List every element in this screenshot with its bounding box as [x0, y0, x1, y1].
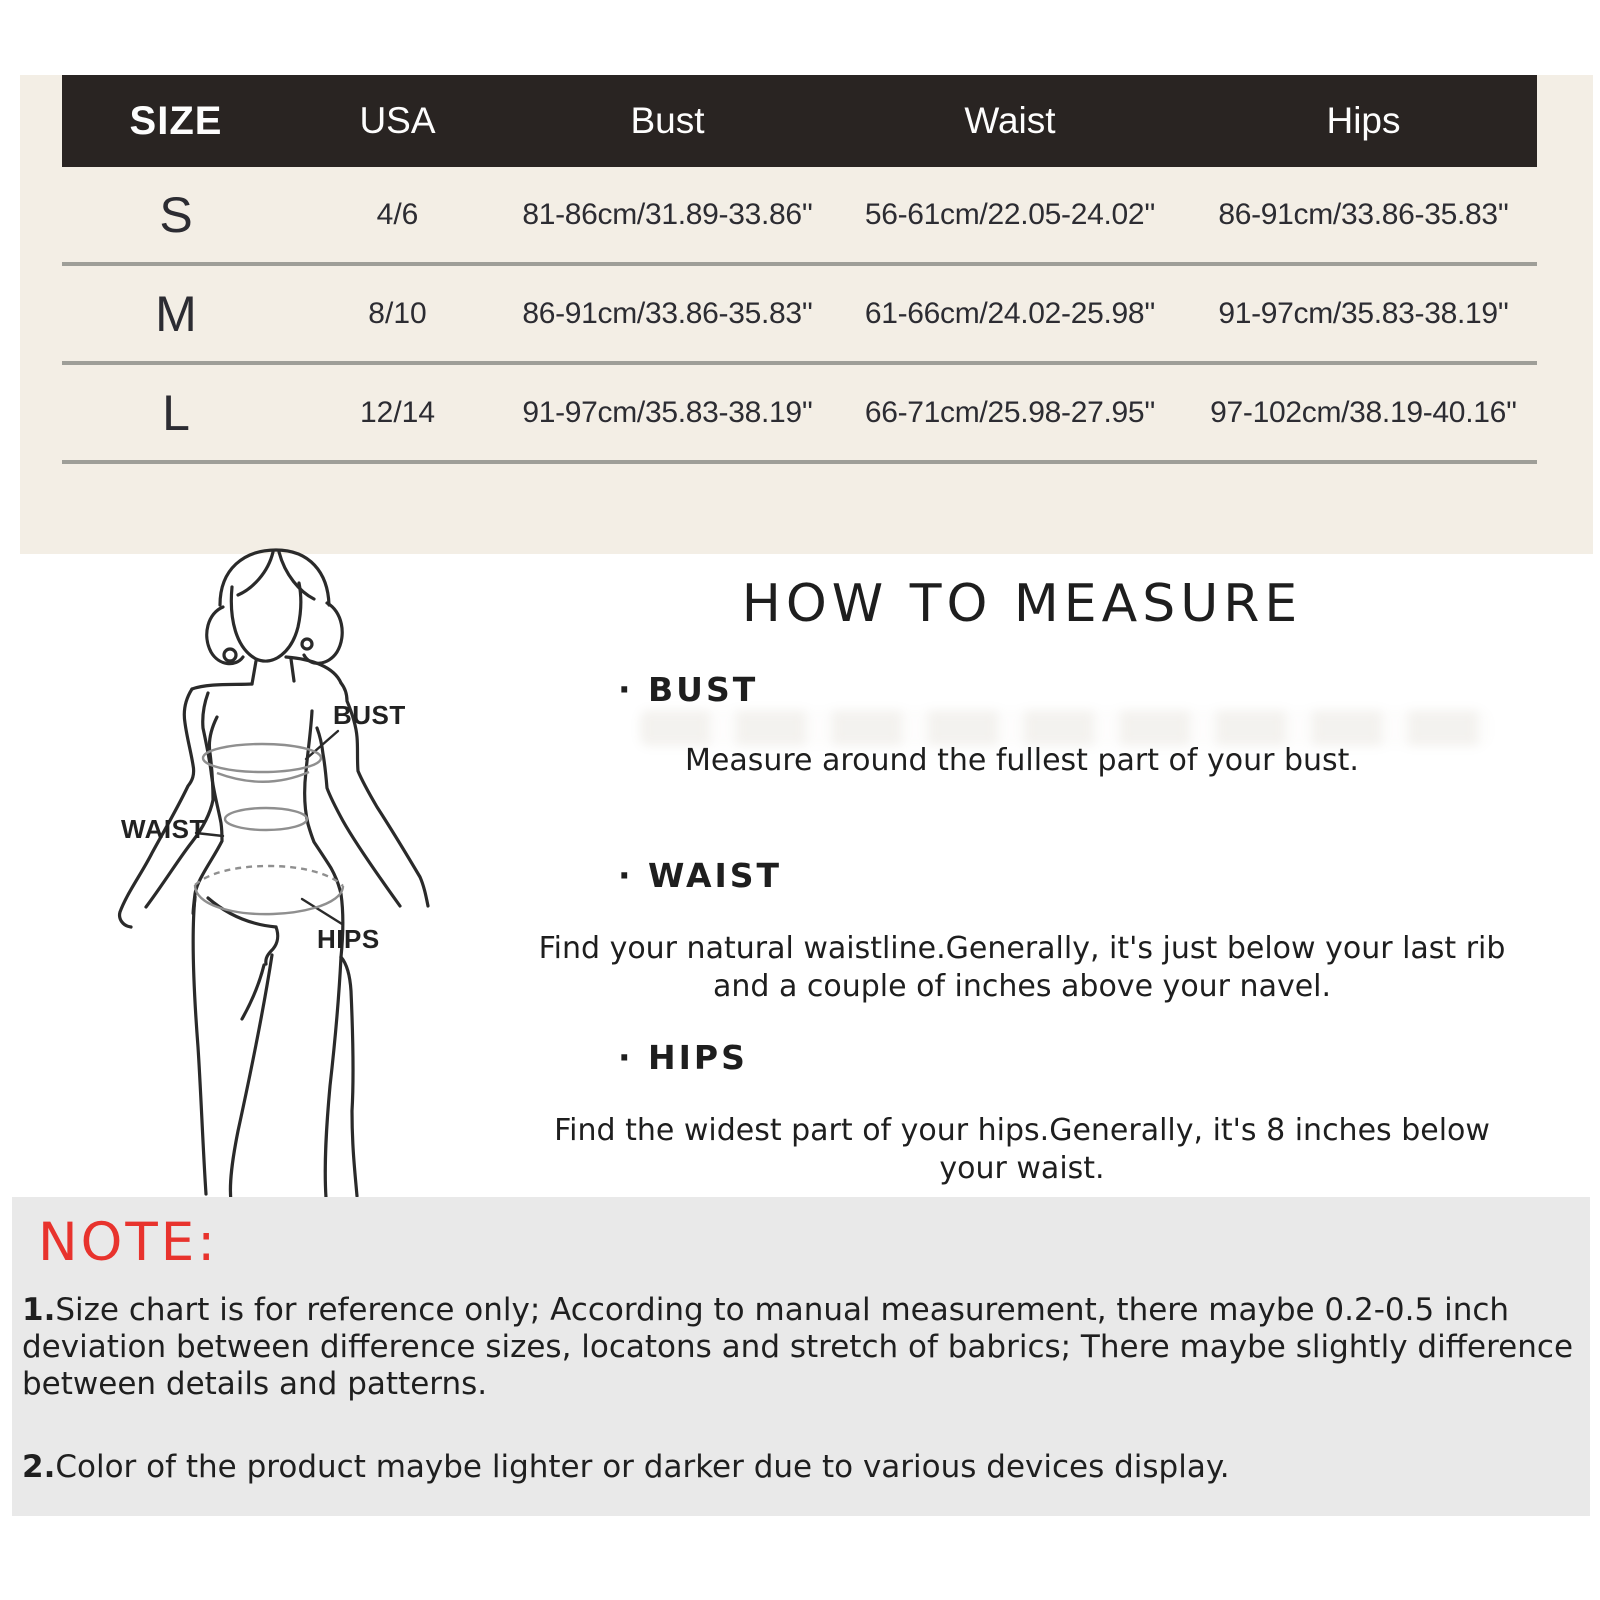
table-row [62, 167, 1537, 266]
cell-hips: 91-97cm/35.83-38.19'' [1218, 296, 1509, 330]
measure-bust-line: Measure around the fullest part of your bust. [685, 743, 1359, 778]
measure-hips-heading: · HIPS [618, 1038, 748, 1077]
figure-bust-label: BUST [333, 700, 406, 730]
cell-waist: 56-61cm/22.05-24.02'' [864, 197, 1156, 231]
cell-usa: 12/14 [359, 395, 436, 429]
how-to-measure-title: HOW TO MEASURE [741, 574, 1303, 634]
cell-waist: 66-71cm/25.98-27.95'' [864, 395, 1156, 429]
header-usa: USA [359, 100, 436, 141]
leg-inner-right [325, 957, 341, 1198]
note-line: between details and patterns. [22, 1366, 488, 1402]
note-line [22, 1449, 1578, 1486]
measure-waist-heading: · WAIST [618, 856, 783, 895]
note-item-1 [22, 1292, 1578, 1403]
header-size: SIZE [129, 98, 223, 143]
cell-bust: 91-97cm/35.83-38.19'' [522, 395, 813, 429]
cell-hips: 86-91cm/33.86-35.83'' [1218, 197, 1509, 231]
note-line: deviation between difference sizes, locatons and stretch of babrics; There maybe slightly difference [22, 1329, 1574, 1365]
figure-waist-label: WAIST [121, 814, 206, 844]
underbust-arc [217, 772, 309, 782]
waist-measure-ellipse [225, 808, 307, 830]
body-figure-illustration [80, 545, 480, 1205]
note-item-2 [22, 1449, 1578, 1486]
torso-left [193, 693, 222, 914]
note-number: 1. [22, 1292, 56, 1328]
table-row [62, 365, 1537, 464]
hips-measure-top-arc [195, 866, 343, 886]
header-bust: Bust [630, 100, 705, 141]
table-row [62, 266, 1537, 365]
cell-usa: 4/6 [376, 197, 419, 231]
note-title: NOTE: [38, 1212, 219, 1273]
size-table [62, 75, 1537, 464]
bust-measure-ellipse [203, 744, 321, 772]
leg-inner-left [242, 965, 264, 1019]
watermark-artifact [640, 710, 1490, 746]
measure-waist-line: Find your natural waistline.Generally, it's just below your last rib [538, 931, 1506, 966]
cell-bust: 86-91cm/33.86-35.83'' [522, 296, 813, 330]
figure-hips-label: HIPS [317, 924, 380, 954]
cell-size: S [159, 186, 193, 243]
cell-size: M [155, 285, 197, 342]
measure-hips-text [522, 1112, 1522, 1188]
note-text: Color of the product maybe lighter or darker due to various devices display. [55, 1449, 1230, 1485]
cell-hips: 97-102cm/38.19-40.16'' [1210, 395, 1517, 429]
hair-bun-right [304, 603, 342, 663]
note-number: 2. [22, 1449, 56, 1485]
measure-bust-heading: · BUST [618, 670, 759, 709]
cell-size: L [162, 384, 190, 441]
earring-left [224, 649, 236, 661]
cell-waist: 61-66cm/24.02-25.98'' [864, 296, 1156, 330]
cell-usa: 8/10 [368, 296, 427, 330]
header-hips: Hips [1326, 100, 1401, 141]
earring-right [302, 639, 312, 649]
measure-hips-line: Find the widest part of your hips.Generally, it's 8 inches below [554, 1113, 1490, 1148]
measure-waist-text [522, 930, 1522, 1006]
neck-right [291, 659, 294, 681]
shoulder-left [192, 684, 252, 689]
note-line [22, 1292, 1578, 1329]
hips-leader-line [302, 899, 342, 924]
size-table-header [62, 75, 1537, 167]
leg-crossing [230, 955, 272, 1201]
measure-waist-line: and a couple of inches above your navel. [712, 969, 1332, 1004]
leg-outer-right [341, 957, 357, 1196]
leg-outer-left [193, 897, 206, 1194]
note-text: Size chart is for reference only; According to manual measurement, there maybe 0.2-0.5 inch [55, 1292, 1510, 1328]
neck-left [252, 661, 256, 684]
header-waist: Waist [964, 100, 1056, 141]
cell-bust: 81-86cm/31.89-33.86'' [522, 197, 813, 231]
measure-bust-text [522, 742, 1522, 780]
measure-hips-line: your waist. [939, 1151, 1105, 1186]
